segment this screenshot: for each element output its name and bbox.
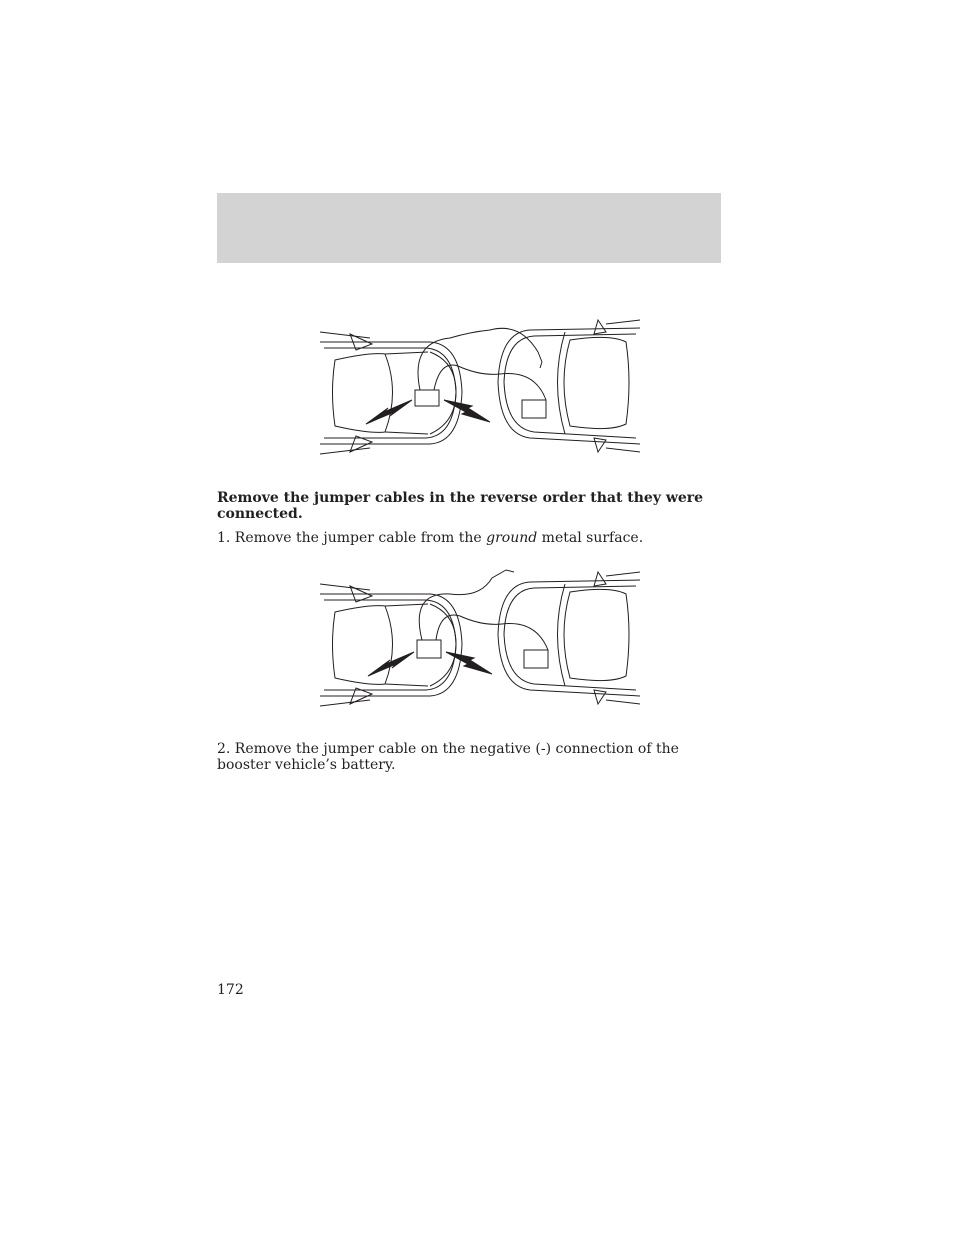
jumper-cable-diagram-step2 <box>310 564 650 726</box>
sparks <box>366 400 490 424</box>
header-band <box>217 193 721 263</box>
step-1-suffix: metal surface. <box>537 530 644 546</box>
jumper-cables <box>418 328 546 400</box>
sparks <box>368 652 492 676</box>
batteries <box>415 390 546 418</box>
instruction-heading: Remove the jumper cables in the reverse order that they were connected. <box>217 490 704 522</box>
step-1-text <box>217 530 721 546</box>
page-number: 172 <box>217 982 244 998</box>
left-car-outline <box>320 332 462 454</box>
step-2-text: 2. Remove the jumper cable on the negative (-) connection of the booster vehicle’s battery. <box>217 741 679 773</box>
jumper-cable-diagram-step1 <box>310 312 650 474</box>
batteries <box>417 640 548 668</box>
right-car-outline <box>498 572 640 704</box>
right-car-outline <box>498 320 640 452</box>
ground-emphasis: ground <box>486 530 538 546</box>
step-1-prefix: 1. Remove the jumper cable from the <box>217 530 487 546</box>
